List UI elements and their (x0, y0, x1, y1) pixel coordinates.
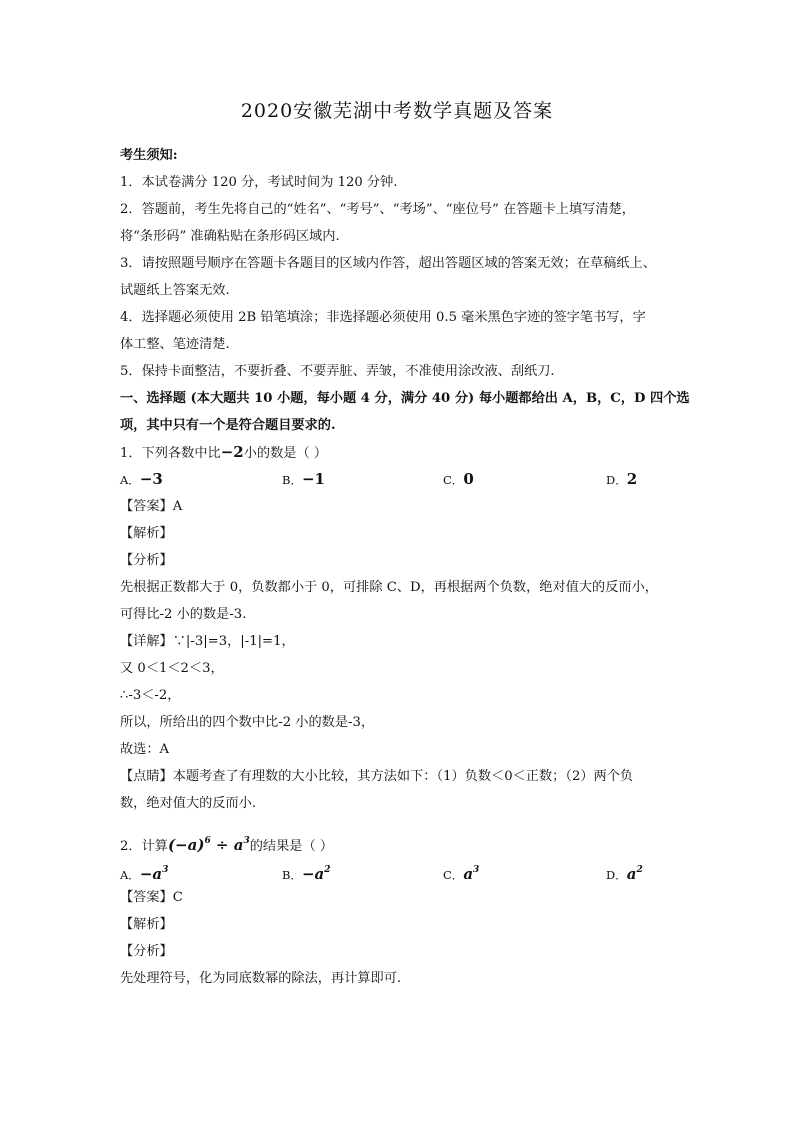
math-exponent: 3 (473, 865, 480, 875)
answer-label: 【答案】A (120, 499, 183, 514)
stem-math (168, 836, 250, 854)
option-label: A． (120, 868, 140, 882)
option-value: −1 (301, 470, 325, 488)
math-base: −a (301, 865, 325, 883)
option-b (282, 857, 331, 889)
option-b (282, 466, 325, 494)
analysis-text: 先处理符号，化为同底数幂的除法，再计算即可. (120, 971, 402, 986)
question-1-options (120, 466, 680, 493)
option-label: B． (282, 473, 302, 487)
stem-math: −2 (220, 443, 244, 461)
math-exponent: 2 (636, 865, 643, 875)
document-body (120, 142, 690, 992)
notice-item: 3．请按照题号顺序在答题卡各题目的区域内作答，超出答题区域的答案无效；在草稿纸上、 (120, 256, 656, 271)
question-2-stem (120, 825, 680, 857)
stem-text: 1．下列各数中比 (120, 446, 221, 461)
math-exponent: 3 (243, 836, 250, 846)
detail-text: ∴-3＜-2， (120, 688, 181, 703)
option-label: D． (606, 473, 627, 487)
section-heading: 一、选择题 (本大题共 10 小题，每小题 4 分，满分 40 分) 每小题都给出 A，B，C，D 四个选 (120, 391, 690, 406)
option-value (302, 865, 331, 883)
detail-text: 又 0＜1＜2＜3， (120, 661, 224, 676)
option-d (606, 857, 643, 889)
notice-heading: 考生须知: (120, 148, 178, 163)
option-a (120, 466, 163, 494)
stem-text: 的结果是（ ） (249, 839, 334, 854)
question-1-stem (120, 439, 680, 466)
option-d (606, 466, 637, 494)
option-value: −3 (139, 470, 163, 488)
option-a (120, 857, 168, 889)
math-exponent: 2 (324, 865, 331, 875)
analysis-text: 先根据正数都大于 0，负数都小于 0，可排除 C、D，再根据两个负数，绝对值大的反而小， (120, 580, 658, 595)
option-label: A． (120, 473, 140, 487)
math-base: a (626, 865, 637, 883)
notice-item: 试题纸上答案无效. (120, 283, 230, 298)
math-divisor: ÷ a (210, 836, 244, 854)
option-value (627, 865, 643, 883)
detail-text: 故选：A (120, 742, 170, 757)
notice-item: 1．本试卷满分 120 分，考试时间为 120 分钟. (120, 175, 398, 190)
notice-item: 4．选择题必须使用 2B 铅笔填涂；非选择题必须使用 0.5 毫米黑色字迹的签字笔书写，字 (120, 310, 646, 325)
detail-text: 所以，所给出的四个数中比-2 小的数是-3， (120, 715, 375, 730)
option-label: B． (282, 868, 302, 882)
option-value (463, 865, 479, 883)
comment-text: 数，绝对值大的反而小. (120, 796, 257, 811)
math-base: (−a) (167, 836, 205, 854)
option-value: 0 (463, 470, 474, 488)
notice-item: 5．保持卡面整洁，不要折叠、不要弄脏、弄皱，不准使用涂改液、刮纸刀. (120, 364, 555, 379)
option-label: C． (443, 868, 464, 882)
math-exponent: 3 (162, 865, 169, 875)
option-label: D． (606, 868, 627, 882)
math-exponent: 6 (204, 836, 211, 846)
explanation-label: 【解析】 (120, 917, 173, 932)
comment-text: 【点睛】本题考查了有理数的大小比较，其方法如下：（1）负数＜0＜正数；（2）两个负 (120, 769, 634, 784)
option-value (140, 865, 169, 883)
stem-text: 2．计算 (120, 839, 168, 854)
analysis-text: 可得比-2 小的数是-3. (120, 607, 247, 622)
notice-item: 2．答题前，考生先将自己的“姓名”、“考号”、“考场”、“座位号” 在答题卡上填写清楚， (120, 202, 635, 217)
notice-item: 将“条形码” 准确粘贴在条形码区域内. (120, 229, 340, 244)
option-value: 2 (626, 470, 638, 488)
option-label: C． (443, 473, 464, 487)
analysis-label: 【分析】 (120, 944, 173, 959)
option-c (443, 857, 479, 889)
math-base: a (463, 865, 474, 883)
analysis-label: 【分析】 (120, 553, 173, 568)
answer-label: 【答案】C (120, 890, 183, 905)
stem-text: 小的数是（ ） (243, 446, 328, 461)
question-2-options (120, 857, 680, 884)
option-c (443, 466, 474, 494)
detail-text: 【详解】∵|-3|=3，|-1|=1， (120, 634, 295, 649)
notice-item: 体工整、笔迹清楚. (120, 337, 230, 352)
page-title: 2020安徽芜湖中考数学真题及答案 (240, 100, 554, 122)
explanation-label: 【解析】 (120, 526, 173, 541)
section-heading-cont: 项，其中只有一个是符合题目要求的. (120, 418, 336, 433)
math-base: −a (139, 865, 163, 883)
